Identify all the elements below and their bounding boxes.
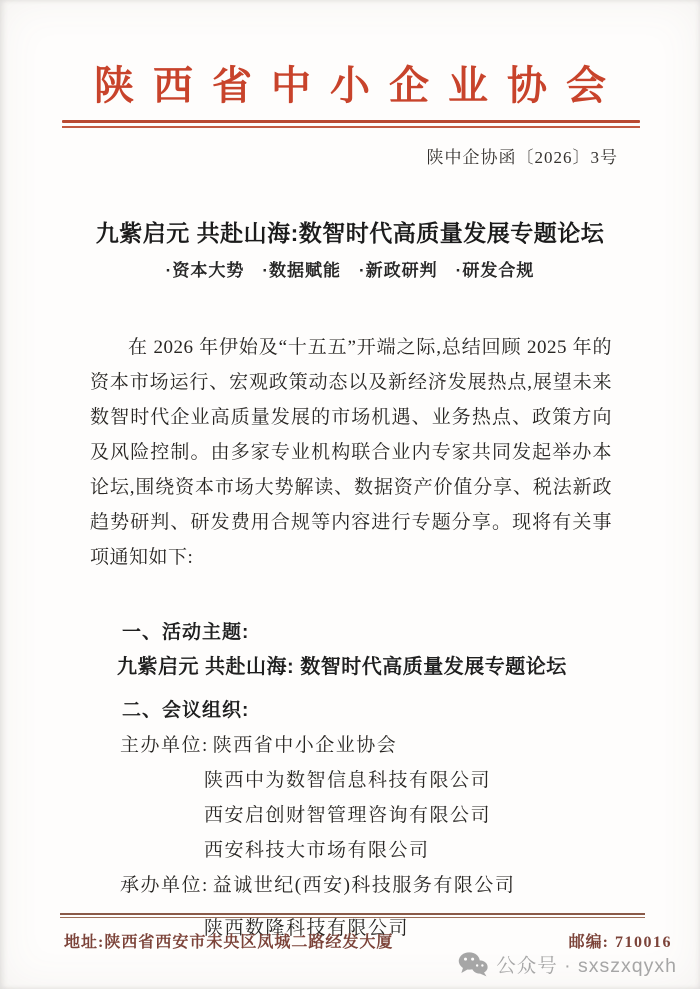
document-title: 九紫启元 共赴山海:数智时代高质量发展专题论坛 <box>95 219 605 246</box>
host-item: 陕西省中小企业协会 <box>212 734 398 756</box>
host-label: 主办单位: <box>120 734 209 756</box>
postcode-label: 邮编: <box>568 934 609 951</box>
section2-heading: 二、会议组织: <box>122 699 250 721</box>
header-divider-thick-line <box>62 120 640 123</box>
footer-divider-thick-line <box>60 913 645 915</box>
organizer-item: 陕西数隆科技有限公司 <box>204 917 410 939</box>
document-subtitle: ·资本大势 ·数据赋能 ·新政研判 ·研发合规 <box>165 260 535 280</box>
host-item: 西安科技大市场有限公司 <box>204 839 430 861</box>
footer-divider <box>60 913 645 918</box>
doc-number: 陕中企协函〔2026〕3号 <box>426 147 618 167</box>
intro-paragraph: 在 2026 年伊始及“十五五”开端之际,总结回顾 2025 年的资本市场运行、宏观政策动态以及新经济发展热点,展望未来数智时代企业高质量发展的市场机遇、业务热点、政策方向及风险控制。由多家专业机构联合业内专家共同发起举办本论坛,围绕资本市场大势解读、数据资产价值分享、税法新政趋势研判、研发费用合规等内容进行专题分享。现将有关事项通知如下: <box>90 336 612 568</box>
footer-divider-thin-line <box>60 917 645 918</box>
organizer-item: 益诚世纪(西安)科技服务有限公司 <box>212 874 516 896</box>
footer-contact-row <box>64 929 672 952</box>
wechat-watermark <box>0 950 677 978</box>
organizer-row <box>90 868 612 903</box>
host-item: 西安启创财智管理咨询有限公司 <box>204 804 492 826</box>
document-footer <box>0 913 700 978</box>
host-row <box>90 728 612 763</box>
postcode-value: 710016 <box>615 934 672 951</box>
sections <box>90 615 612 946</box>
header-divider-thin-line <box>62 126 640 128</box>
address-text: 地址:陕西省西安市未央区凤城二路经发大厦 <box>64 934 394 951</box>
header-divider <box>62 120 640 128</box>
section1-content: 九紫启元 共赴山海: 数智时代高质量发展专题论坛 <box>117 655 567 678</box>
section1-heading: 一、活动主题: <box>122 621 250 643</box>
wechat-icon <box>458 951 488 977</box>
host-item: 陕西中为数智信息科技有限公司 <box>204 769 492 791</box>
postcode-group <box>569 929 672 952</box>
organizer-label: 承办单位: <box>120 874 209 896</box>
org-name: 陕西省中小企业协会 <box>94 64 625 108</box>
wechat-account-text: 公众号 · sxszxqyxh <box>496 955 677 977</box>
